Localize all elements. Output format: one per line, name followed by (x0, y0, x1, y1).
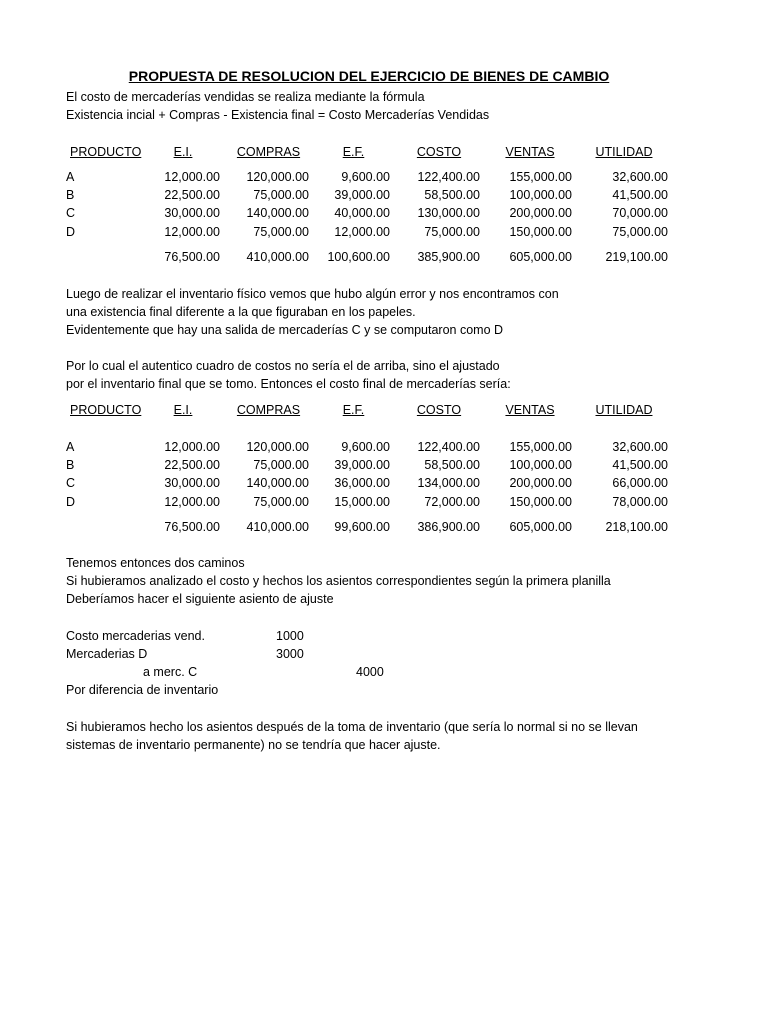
paragraph4-line-1: Tenemos entonces dos caminos (66, 556, 245, 570)
cell: 22,500.00 (164, 188, 220, 203)
cell: 122,400.00 (417, 439, 480, 454)
table-header-row (62, 401, 672, 419)
entry-debit-value-2: 3000 (276, 647, 304, 661)
cell: 32,600.00 (612, 439, 668, 454)
cell: 78,000.00 (612, 494, 668, 509)
cell: B (66, 458, 75, 473)
header-ef: E.F. (342, 144, 365, 159)
paragraph4-line-3: Deberíamos hacer el siguiente asiento de ajuste (66, 592, 334, 606)
cell: 605,000.00 (509, 249, 572, 264)
cell: 100,000.00 (509, 188, 572, 203)
intro-line-1: El costo de mercaderías vendidas se realiza mediante la fórmula (66, 90, 425, 104)
cell: C (66, 476, 76, 491)
cell: 30,000.00 (164, 476, 220, 491)
cell: 218,100.00 (605, 519, 668, 534)
table1-body (62, 168, 668, 242)
table-row (62, 205, 668, 223)
paragraph5-line-1: Si hubieramos hecho los asientos después de la toma de inventario (que sería lo normal si no se llevan (66, 720, 638, 734)
table-row (62, 186, 668, 204)
table2-body (62, 438, 668, 512)
cell: 155,000.00 (509, 169, 572, 184)
header-ventas: VENTAS (505, 144, 555, 159)
entry-description: Por diferencia de inventario (66, 683, 219, 697)
cell: 58,500.00 (424, 458, 480, 473)
cell: 76,500.00 (164, 519, 220, 534)
cell: 66,000.00 (612, 476, 668, 491)
cell: 12,000.00 (164, 439, 220, 454)
entry-debit-value-1: 1000 (276, 629, 304, 643)
cell: 41,500.00 (612, 458, 668, 473)
cell: B (66, 188, 75, 203)
cell: 605,000.00 (509, 519, 572, 534)
totals-row (62, 248, 668, 266)
header-costo: COSTO (416, 402, 462, 417)
header-compras: COMPRAS (236, 144, 301, 159)
paragraph3-line-1: Por lo cual el autentico cuadro de costos no sería el de arriba, sino el ajustado (66, 359, 500, 373)
table-header-row (62, 143, 672, 161)
cell: 99,600.00 (334, 519, 390, 534)
cell: 12,000.00 (334, 224, 390, 239)
cell: 120,000.00 (246, 439, 309, 454)
cell: 120,000.00 (246, 169, 309, 184)
cell: 100,000.00 (509, 458, 572, 473)
cell: 122,400.00 (417, 169, 480, 184)
entry-credit-value: 4000 (356, 665, 384, 679)
header-ventas: VENTAS (505, 402, 555, 417)
cell: A (66, 439, 75, 454)
table1-header (62, 143, 672, 161)
cell: 12,000.00 (164, 494, 220, 509)
table-row (62, 493, 668, 511)
entry-debit-label-2: Mercaderias D (66, 647, 148, 661)
cell: 410,000.00 (246, 249, 309, 264)
cell: 32,600.00 (612, 169, 668, 184)
cell: 9,600.00 (341, 169, 390, 184)
cell: 70,000.00 (612, 206, 668, 221)
cell (62, 518, 138, 536)
table2-totals (62, 518, 668, 536)
cell: 9,600.00 (341, 439, 390, 454)
cell: 39,000.00 (334, 458, 390, 473)
cell: A (66, 169, 75, 184)
paragraph4-line-2: Si hubieramos analizado el costo y hechos los asientos correspondientes según la primera planilla (66, 574, 611, 588)
cell: D (66, 224, 76, 239)
entry-credit-label: a merc. C (143, 665, 198, 679)
cell: 140,000.00 (246, 476, 309, 491)
cell: 155,000.00 (509, 439, 572, 454)
cell: 75,000.00 (612, 224, 668, 239)
cell: 41,500.00 (612, 188, 668, 203)
table-row (62, 475, 668, 493)
document-title: PROPUESTA DE RESOLUCION DEL EJERCICIO DE BIENES DE CAMBIO (128, 68, 610, 84)
cell: 200,000.00 (509, 206, 572, 221)
cell: 22,500.00 (164, 458, 220, 473)
cell: C (66, 206, 76, 221)
intro-line-2: Existencia incial + Compras - Existencia final = Costo Mercaderías Vendidas (66, 108, 490, 122)
cell: 58,500.00 (424, 188, 480, 203)
cell (62, 248, 138, 266)
cell: 100,600.00 (327, 249, 390, 264)
header-producto: PRODUCTO (70, 144, 142, 159)
paragraph2-line-2: una existencia final diferente a la que figuraban en los papeles. (66, 305, 416, 319)
cell: 75,000.00 (253, 458, 309, 473)
header-ei: E.I. (173, 402, 193, 417)
cell: 76,500.00 (164, 249, 220, 264)
cell: 72,000.00 (424, 494, 480, 509)
cell: 75,000.00 (253, 494, 309, 509)
cell: 40,000.00 (334, 206, 390, 221)
cell: 39,000.00 (334, 188, 390, 203)
header-ef: E.F. (342, 402, 365, 417)
header-utilidad: UTILIDAD (595, 144, 653, 159)
header-costo: COSTO (416, 144, 462, 159)
cell: 150,000.00 (509, 494, 572, 509)
header-ei: E.I. (173, 144, 193, 159)
cell: 134,000.00 (417, 476, 480, 491)
cell: 385,900.00 (417, 249, 480, 264)
table2-header (62, 401, 672, 419)
cell: 200,000.00 (509, 476, 572, 491)
header-utilidad: UTILIDAD (595, 402, 653, 417)
table1-totals (62, 248, 668, 266)
paragraph2-line-3: Evidentemente que hay una salida de mercaderías C y se computaron como D (66, 323, 504, 337)
table-row (62, 223, 668, 241)
paragraph3-line-2: por el inventario final que se tomo. Entonces el costo final de mercaderías sería: (66, 377, 511, 391)
cell: 386,900.00 (417, 519, 480, 534)
header-compras: COMPRAS (236, 402, 301, 417)
table-row (62, 438, 668, 456)
cell: D (66, 494, 76, 509)
cell: 36,000.00 (334, 476, 390, 491)
cell: 150,000.00 (509, 224, 572, 239)
cell: 75,000.00 (253, 224, 309, 239)
cell: 75,000.00 (253, 188, 309, 203)
paragraph5-line-2: sistemas de inventario permanente) no se tendría que hacer ajuste. (66, 738, 441, 752)
cell: 75,000.00 (424, 224, 480, 239)
cell: 12,000.00 (164, 224, 220, 239)
cell: 219,100.00 (605, 249, 668, 264)
cell: 15,000.00 (334, 494, 390, 509)
cell: 140,000.00 (246, 206, 309, 221)
table-row (62, 456, 668, 474)
cell: 130,000.00 (417, 206, 480, 221)
paragraph2-line-1: Luego de realizar el inventario físico vemos que hubo algún error y nos encontramos con (66, 287, 559, 301)
table-row (62, 168, 668, 186)
totals-row (62, 518, 668, 536)
cell: 12,000.00 (164, 169, 220, 184)
header-producto: PRODUCTO (70, 402, 142, 417)
entry-debit-label-1: Costo mercaderias vend. (66, 629, 205, 643)
cell: 410,000.00 (246, 519, 309, 534)
cell: 30,000.00 (164, 206, 220, 221)
